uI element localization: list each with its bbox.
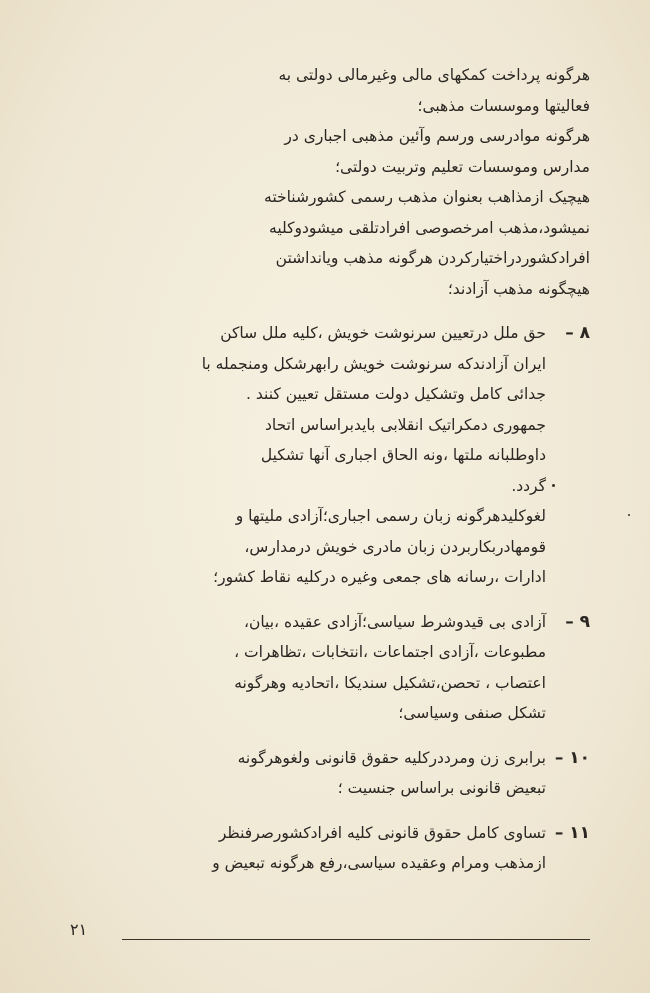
text-line: تشکل صنفی وسیاسی؛ — [398, 704, 546, 722]
text-line: نمیشود،مذهب امرخصوصی افرادتلقی میشودوکلیه — [269, 218, 590, 237]
text-line: اعتصاب ، تحصن،تشکیل سندیکا ،اتحادیه وهرگونه — [234, 673, 546, 692]
item-number: ۱۱ – — [554, 822, 590, 843]
text-line: ادارات ،رسانه های جمعی وغیره درکلیه نقاط کشور؛ — [213, 568, 546, 586]
item-number: ۹ – — [565, 611, 590, 632]
ink-speck — [552, 484, 555, 487]
item-number: ۸ – — [565, 323, 590, 343]
text-line: لغوکلیدهرگونه زبان رسمی اجباری؛آزادی ملیتها و — [235, 507, 546, 525]
text-line: مطبوعات ،آزادی اجتماعات ،انتخابات ،تظاهرات ، — [234, 643, 546, 661]
text-line: هرگونه پرداخت کمکهای مالی وغیرمالی دولتی به — [278, 66, 590, 84]
text-line: جمهوری دمکراتیک انقلابی بایدبراساس اتحاد — [265, 415, 546, 434]
text-line: هیچیک ازمذاهب بعنوان مذهب رسمی کشورشناخته — [264, 188, 590, 206]
page-number: ۲۱ — [70, 920, 88, 939]
text-line: گردد. — [511, 476, 546, 495]
text-line: مدارس وموسسات تعلیم وتربیت دولتی؛ — [335, 157, 590, 176]
text-line: ایران آزادندکه سرنوشت خویش رابهرشکل ومنجمله با — [201, 354, 546, 373]
ink-speck — [628, 514, 630, 516]
text-line: فعالیتها وموسسات مذهبی؛ — [417, 96, 590, 115]
text-line: هرگونه موادرسی ورسم وآئین مذهبی اجباری در — [284, 127, 590, 145]
list-item-11 — [60, 818, 590, 879]
text-line: آزادی بی قیدوشرط سیاسی؛آزادی عقیده ،بیان، — [243, 612, 546, 631]
intro-paragraph — [60, 60, 590, 304]
text-line: جدائی کامل وتشکیل دولت مستقل تعیین کنند . — [246, 385, 546, 403]
list-item-8 — [60, 318, 590, 593]
text-line: افرادکشوردراختیارکردن هرگونه مذهب ویانداشتن — [275, 249, 590, 267]
text-line: برابری زن ومرددرکلیه حقوق قانونی ولغوهرگونه — [237, 748, 546, 767]
text-line: داوطلبانه ملتها ،ونه الحاق اجباری آنها تشکیل — [260, 446, 546, 464]
item-number: ۱۰ – — [554, 747, 590, 768]
list-item-9 — [60, 607, 590, 729]
text-line: تساوی کامل حقوق قانونی کلیه افرادکشورصرفنظر — [218, 823, 546, 842]
text-line: تبعیض قانونی براساس جنسیت ؛ — [337, 779, 546, 797]
text-line: قومهادربکاربردن زبان مادری خویش درمدارس، — [244, 537, 546, 556]
list-item-10 — [60, 743, 590, 804]
footer-rule — [122, 939, 590, 940]
text-line: ازمذهب ومرام وعقیده سیاسی،رفع هرگونه تبعیض و — [212, 854, 546, 872]
text-line: هیچگونه مذهب آزادند؛ — [447, 279, 590, 298]
text-line: حق ملل درتعیین سرنوشت خویش ،کلیه ملل ساکن — [220, 324, 546, 342]
page-footer — [70, 920, 590, 950]
page-body — [60, 60, 590, 879]
